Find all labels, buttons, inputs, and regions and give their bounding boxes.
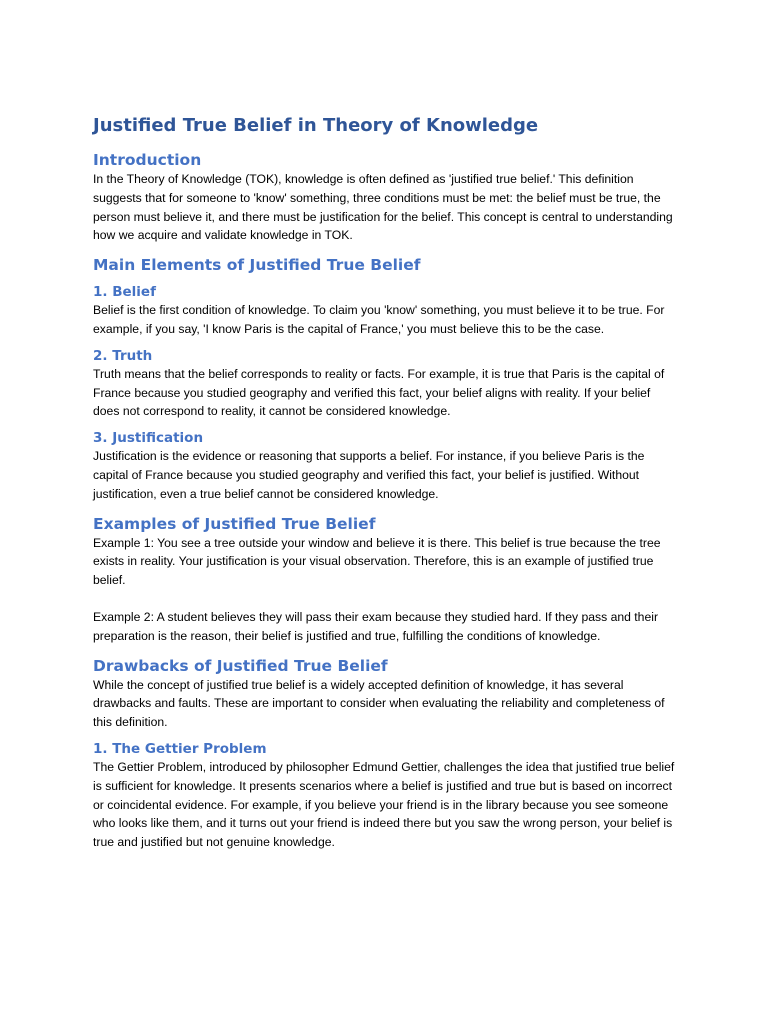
heading-belief: 1. Belief (93, 284, 156, 301)
paragraph-drawbacks: While the concept of justified true belief is a widely accepted definition of knowledge, it has several drawbacks and faults. These are important to consider when evaluating the reliability and completeness of this definition. (93, 677, 665, 730)
heading-main-elements: Main Elements of Justified True Belief (93, 256, 421, 275)
heading-examples: Examples of Justified True Belief (93, 514, 376, 533)
paragraph-justification: Justification is the evidence or reasoning that supports a belief. For instance, if you believe Paris is the capital of France because you studied geography and verified this fact, your belief is justified. Without justification, even a true belief cannot be considered knowledge. (93, 449, 645, 501)
paragraph-gettier-problem: The Gettier Problem, introduced by philosopher Edmund Gettier, challenges the idea that justified true belief is sufficient for knowledge. It presents scenarios where a belief is justified and true but is based on incorrect or coincidental evidence. For example, if you believe your friend is in the library because you see someone who looks like them, and it turns out your friend is indeed there but you saw the wrong person, your belief is true and justified but not genuine knowledge. (93, 759, 675, 850)
heading-drawbacks: Drawbacks of Justified True Belief (93, 656, 388, 675)
paragraph-example-1: Example 1: You see a tree outside your window and believe it is there. This belief is true because the tree exists in reality. Your justification is your visual observation. Therefore, this is an example of justified true belief. (93, 535, 661, 588)
paragraph-introduction: In the Theory of Knowledge (TOK), knowledge is often defined as 'justified true belief.' This definition suggests that for someone to 'know' something, three conditions must be met: the belief must be true, the person must believe it, and there must be justification for the belief. This concept is central to understanding how we acquire and validate knowledge in TOK. (93, 172, 673, 243)
paragraph-belief: Belief is the first condition of knowledge. To claim you 'know' something, you must believe it to be true. For example, if you say, 'I know Paris is the capital of France,' you must believe this to be the case. (93, 303, 665, 336)
document-body (93, 114, 678, 852)
document-title: Justified True Belief in Theory of Knowledge (93, 115, 539, 136)
paragraph-truth: Truth means that the belief corresponds to reality or facts. For example, it is true that Paris is the capital of France because you studied geography and verified this fact, your belief aligns with reality. If your belief does not correspond to reality, it cannot be considered knowledge. (93, 366, 665, 419)
heading-justification: 3. Justification (93, 430, 204, 447)
heading-truth: 2. Truth (93, 347, 153, 364)
heading-gettier-problem: 1. The Gettier Problem (93, 740, 267, 757)
paragraph-example-2: Example 2: A student believes they will pass their exam because they studied hard. If they pass and their preparation is the reason, their belief is justified and true, fulfilling the conditions of knowledge. (93, 609, 659, 643)
heading-introduction: Introduction (93, 151, 202, 169)
